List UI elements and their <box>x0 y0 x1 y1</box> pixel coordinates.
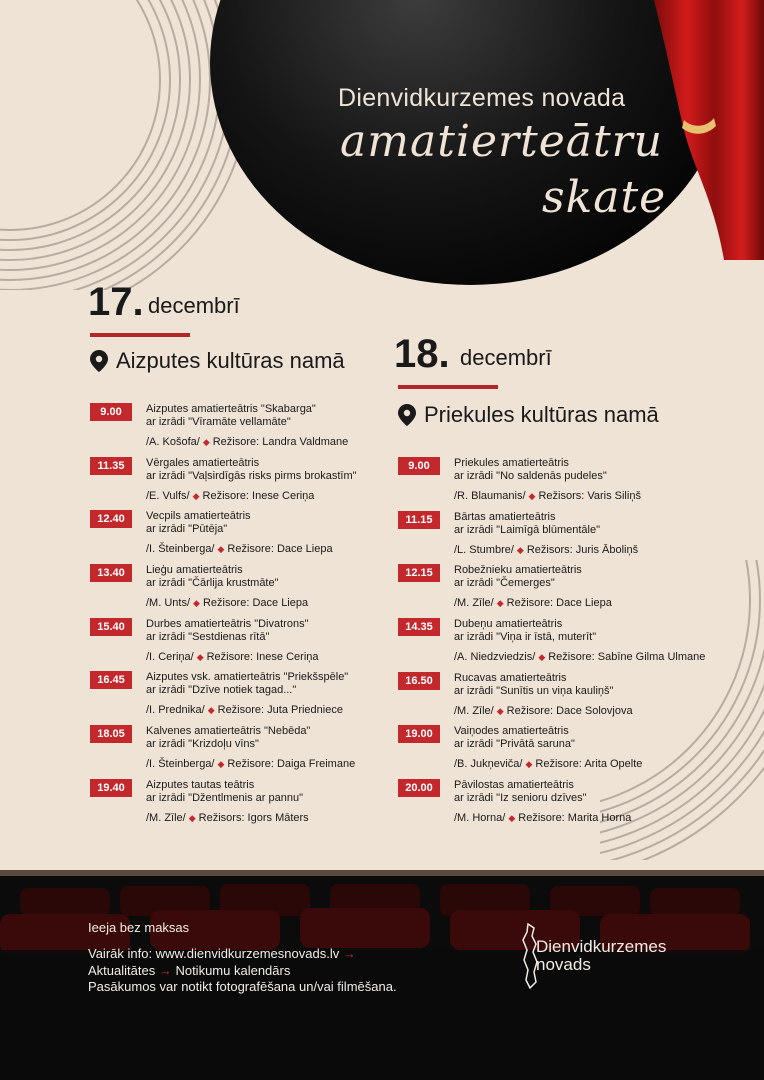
director: Režisore: Juta Priedniece <box>217 704 343 717</box>
event-info <box>146 457 357 483</box>
red-curtain <box>654 0 764 260</box>
event-info <box>146 403 316 429</box>
time-badge: 19.00 <box>398 725 440 743</box>
credits <box>454 758 642 770</box>
event-info <box>454 564 582 590</box>
event-info <box>146 618 308 644</box>
author: /L. Stumbre/ <box>454 543 514 556</box>
play-title: ar izrādi "Džentlmenis ar pannu" <box>146 791 303 804</box>
director: Režisore: Marita Horna <box>518 812 632 825</box>
credits <box>454 490 641 502</box>
time-badge: 14.35 <box>398 618 440 636</box>
theatre-name: Aizputes tautas teātris <box>146 778 255 791</box>
director: Režisore: Dace Solovjova <box>506 704 633 717</box>
theatre-name: Aizputes vsk. amatierteātris "Priekšspēle" <box>146 671 349 684</box>
theatre-name: Vecpils amatierteātris <box>146 510 251 523</box>
play-title: ar izrādi "Privātā saruna" <box>454 738 575 751</box>
credits <box>454 812 631 824</box>
theatre-name: Lieģu amatierteātris <box>146 564 243 577</box>
time-badge: 13.40 <box>90 564 132 582</box>
event-info <box>454 672 613 698</box>
more-info <box>88 946 356 961</box>
director: Režisore: Dace Liepa <box>227 543 333 556</box>
day2-month: decembrī <box>460 345 552 370</box>
credits <box>454 597 612 609</box>
diamond-icon: ◆ <box>496 598 504 609</box>
play-title: ar izrādi "Krizdoļu vīns" <box>146 738 259 751</box>
credits <box>146 758 355 770</box>
credits <box>454 705 633 717</box>
author: /E. Vulfs/ <box>146 489 190 502</box>
play-title: ar izrādi "Sestdienas rītā" <box>146 630 270 643</box>
day1-venue <box>90 348 345 374</box>
event-info <box>146 779 303 805</box>
arrow-right-icon: → <box>342 946 356 961</box>
day2-date: 18. <box>394 332 450 376</box>
author: /R. Blaumanis/ <box>454 490 526 502</box>
more-info-text[interactable]: Vairāk info: www.dienvidkurzemesnovads.lv <box>88 946 340 961</box>
diamond-icon: ◆ <box>217 759 225 770</box>
diamond-icon: ◆ <box>207 705 215 716</box>
play-title: ar izrādi "Dzīve notiek tagad..." <box>146 684 297 697</box>
event-info <box>454 618 596 644</box>
time-badge: 16.45 <box>90 671 132 689</box>
diamond-icon: ◆ <box>528 491 536 501</box>
arrow-right-icon: → <box>158 963 172 978</box>
credits <box>146 490 314 502</box>
time-badge: 11.35 <box>90 457 132 475</box>
theatre-name: Dubeņu amatierteātris <box>454 618 563 631</box>
author: /M. Zīle/ <box>146 811 186 824</box>
play-title: ar izrādi "Iz senioru dzīves" <box>454 792 587 805</box>
event-info <box>146 671 348 697</box>
author: /M. Horna/ <box>454 812 506 825</box>
play-title: ar izrādi "Čemerges" <box>454 577 555 590</box>
author: /M. Zīle/ <box>454 597 494 610</box>
diamond-icon: ◆ <box>508 813 516 824</box>
theatre-name: Robežnieku amatierteātris <box>454 564 582 577</box>
credits <box>146 812 309 824</box>
director: Režisore: Daiga Freimane <box>227 758 356 771</box>
event-info <box>454 457 607 483</box>
author: /A. Niedzviedzis/ <box>454 651 536 664</box>
credits <box>146 543 333 555</box>
credits <box>146 704 343 716</box>
time-badge: 11.15 <box>398 511 440 529</box>
author: /I. Šteinberga/ <box>146 543 215 556</box>
credits <box>146 597 308 609</box>
location-pin-icon <box>398 404 416 426</box>
theatre-name: Durbes amatierteātris "Divatrons" <box>146 617 309 630</box>
theatre-name: Aizputes amatierteātris "Skabarga" <box>146 403 316 415</box>
time-badge: 18.05 <box>90 725 132 743</box>
day2-divider <box>398 385 498 389</box>
diamond-icon: ◆ <box>496 705 504 716</box>
logo-line1: Dienvidkurzemes <box>536 937 667 956</box>
time-badge: 19.40 <box>90 779 132 797</box>
director: Režisore: Inese Ceriņa <box>202 489 315 502</box>
day1-month: decembrī <box>148 293 240 318</box>
director: Režisore: Inese Ceriņa <box>206 650 319 663</box>
author: /M. Unts/ <box>146 597 191 610</box>
director: Režisore: Sabīne Gilma Ulmane <box>548 651 706 664</box>
play-title: ar izrādi "No saldenās pudeles" <box>454 470 607 482</box>
diamond-icon: ◆ <box>538 652 546 663</box>
play-title: ar izrādi "Laimīgā blūmentāle" <box>454 523 600 536</box>
day1-date: 17. <box>88 280 144 324</box>
diamond-icon: ◆ <box>196 651 204 662</box>
calendar-link[interactable]: Notikumu kalendārs <box>175 963 291 978</box>
theatre-name: Vaiņodes amatierteātris <box>454 725 569 738</box>
credits <box>146 651 319 663</box>
theatre-name: Kalvenes amatierteātris "Nebēda" <box>146 725 311 738</box>
header-region-title: Dienvidkurzemes novada <box>338 84 626 112</box>
day1-venue-label: Aizputes kultūras namā <box>116 348 345 373</box>
director: Režisore: Dace Liepa <box>202 597 309 610</box>
logo-line2: novads <box>536 955 591 974</box>
credits <box>146 436 348 448</box>
theatre-name: Priekules amatierteātris <box>454 457 569 469</box>
theatre-name: Bārtas amatierteātris <box>454 510 556 523</box>
header-script-line2: skate <box>542 172 667 223</box>
author: /A. Košofa/ <box>146 436 200 448</box>
event-info <box>454 779 587 805</box>
director: Režisore: Arita Opelte <box>535 758 643 771</box>
author: /I. Prednika/ <box>146 704 205 717</box>
time-badge: 15.40 <box>90 618 132 636</box>
author: /I. Šteinberga/ <box>146 758 215 771</box>
diamond-icon: ◆ <box>202 437 210 447</box>
photo-notice: Pasākumos var notikt fotografēšana un/vai filmēšana. <box>88 979 397 994</box>
event-info <box>146 510 251 536</box>
day2-venue-label: Priekules kultūras namā <box>424 402 659 427</box>
credits <box>454 651 705 663</box>
theatre-name: Pāvilostas amatierteātris <box>454 779 574 792</box>
time-badge: 12.15 <box>398 564 440 582</box>
diamond-icon: ◆ <box>192 490 200 501</box>
play-title: ar izrādi "Viņa ir īstā, muterīt" <box>454 631 597 644</box>
location-pin-icon <box>90 350 108 372</box>
header-script-line1: amatierteātru <box>340 116 664 167</box>
theatre-name: Vērgales amatierteātris <box>146 456 260 469</box>
theatre-name: Rucavas amatierteātris <box>454 671 567 684</box>
credits <box>454 544 638 556</box>
entry-note: Ieeja bez maksas <box>88 920 190 935</box>
play-title: ar izrādi "Vīramāte vellamāte" <box>146 416 291 428</box>
event-info <box>146 725 310 751</box>
event-info <box>146 564 279 590</box>
play-title: ar izrādi "Pūtēja" <box>146 523 228 536</box>
day1-divider <box>90 333 190 337</box>
play-title: ar izrādi "Čārlija krustmāte" <box>146 577 279 590</box>
time-badge: 9.00 <box>90 403 132 421</box>
director: Režisors: Varis Siliņš <box>538 490 641 502</box>
diamond-icon: ◆ <box>188 812 196 823</box>
event-info <box>454 511 600 537</box>
play-title: ar izrādi "Vaļsirdīgās risks pirms brokastīm" <box>146 469 357 482</box>
director: Režisore: Dace Liepa <box>506 597 612 610</box>
diamond-icon: ◆ <box>525 759 533 770</box>
director: Režisors: Juris Āboliņš <box>526 543 639 556</box>
day2-venue <box>398 402 659 428</box>
diamond-icon: ◆ <box>217 544 225 555</box>
author: /I. Ceriņa/ <box>146 650 194 663</box>
event-info <box>454 725 575 751</box>
time-badge: 9.00 <box>398 457 440 475</box>
time-badge: 12.40 <box>90 510 132 528</box>
director: Režisore: Landra Valdmane <box>212 436 349 448</box>
news-link[interactable]: Aktualitātes <box>88 963 156 978</box>
author: /B. Jukņeviča/ <box>454 758 523 771</box>
time-badge: 20.00 <box>398 779 440 797</box>
author: /M. Zīle/ <box>454 704 494 717</box>
director: Režisors: Igors Māters <box>198 811 309 824</box>
play-title: ar izrādi "Sunītis un viņa kauliņš" <box>454 684 614 697</box>
time-badge: 16.50 <box>398 672 440 690</box>
diamond-icon: ◆ <box>193 598 200 609</box>
news-line <box>88 963 290 978</box>
diamond-icon: ◆ <box>516 544 524 555</box>
